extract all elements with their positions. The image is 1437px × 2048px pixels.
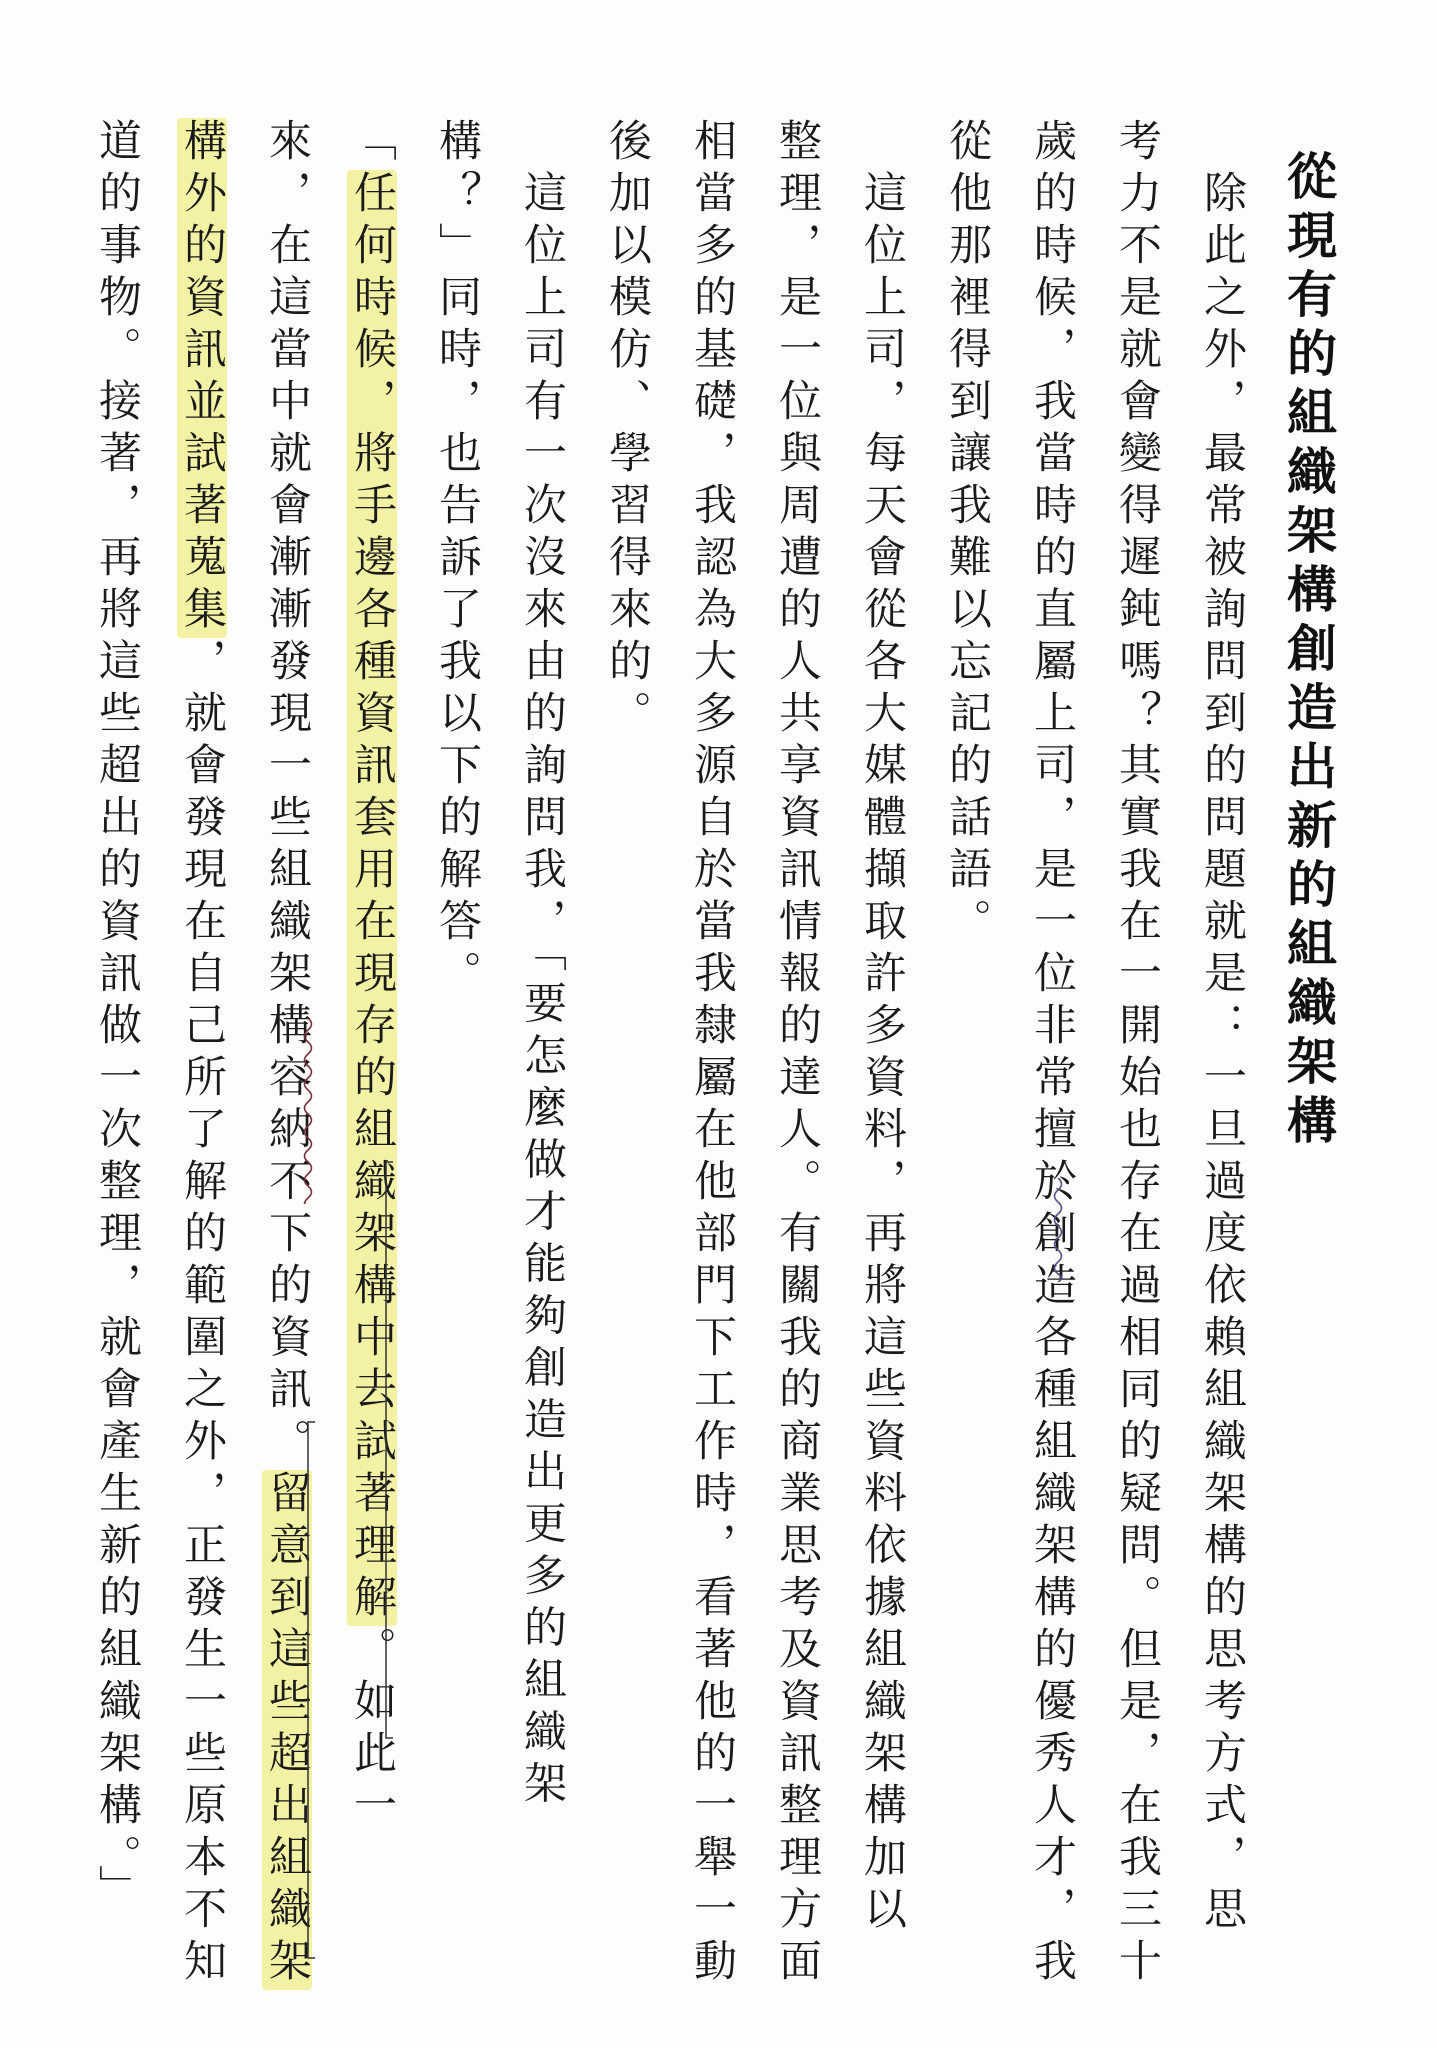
text-segment: 來，在這當中就會漸漸發現一些組織架構容納不下的資訊。	[262, 118, 312, 1470]
text-line	[1179, 118, 1264, 1998]
wavy-underline-mark	[1050, 1178, 1066, 1282]
text-segment: 。如此一	[347, 1626, 397, 1834]
text-line	[924, 118, 1009, 1998]
text-segment: 後加以模仿、學習得來的。	[602, 118, 652, 742]
text-segment: 除此之外，最常被詢問到的問題就是：一旦過度依賴組織架構的思考方式，思	[1197, 118, 1247, 1938]
text-segment: 從他那裡得到讓我難以忘記的話語。	[942, 118, 992, 950]
text-line	[244, 118, 329, 1998]
text-line	[1094, 118, 1179, 1998]
body-text	[74, 118, 1264, 1998]
text-segment: 相當多的基礎，我認為大多源自於當我隸屬在他部門下工作時，看著他的一舉一動	[687, 118, 737, 1990]
highlighted-text: 任何時候，將手邊各種資訊套用在現存的組織架構中去試著理解	[347, 170, 397, 1626]
text-line	[1009, 118, 1094, 1998]
text-segment: 「	[347, 118, 397, 170]
wavy-underline-mark	[300, 1018, 316, 1204]
highlighted-text: 留意到這些超出組織架	[262, 1470, 312, 1990]
text-line	[414, 118, 499, 1998]
margin-bracket-mark	[384, 1160, 394, 1740]
text-line	[499, 118, 584, 1998]
text-line	[839, 118, 924, 1998]
page-title: 從現有的組織架構創造出新的組織架構	[1279, 150, 1337, 1153]
text-segment: 歲的時候，我當時的直屬上司，是一位非常擅於創造各種組織架構的優秀人才，我	[1027, 118, 1077, 1990]
text-segment: 這位上司，每天會從各大媒體擷取許多資料，再將這些資料依據組織架構加以	[857, 118, 907, 1938]
text-line	[74, 118, 159, 1998]
text-segment: 考力不是就會變得遲鈍嗎？其實我在一開始也存在過相同的疑問。但是，在我三十	[1112, 118, 1162, 1990]
margin-bracket-mark	[306, 1420, 316, 1960]
text-segment: ，就會發現在自己所了解的範圍之外，正發生一些原本不知	[177, 638, 227, 1990]
text-segment: 道的事物。接著，再將這些超出的資訊做一次整理，就會產生新的組織架構。」	[92, 118, 142, 1917]
text-line	[754, 118, 839, 1998]
text-line	[669, 118, 754, 1998]
highlighted-text: 構外的資訊並試著蒐集	[177, 118, 227, 638]
text-line	[159, 118, 244, 1998]
text-segment: 整理，是一位與周遭的人共享資訊情報的達人。有關我的商業思考及資訊整理方面	[772, 118, 822, 1990]
text-line	[329, 118, 414, 1998]
text-segment: 構？」同時，也告訴了我以下的解答。	[432, 118, 482, 1002]
text-segment: 這位上司有一次沒來由的詢問我，「要怎麼做才能夠創造出更多的組織架	[517, 118, 567, 1813]
text-line	[584, 118, 669, 1998]
